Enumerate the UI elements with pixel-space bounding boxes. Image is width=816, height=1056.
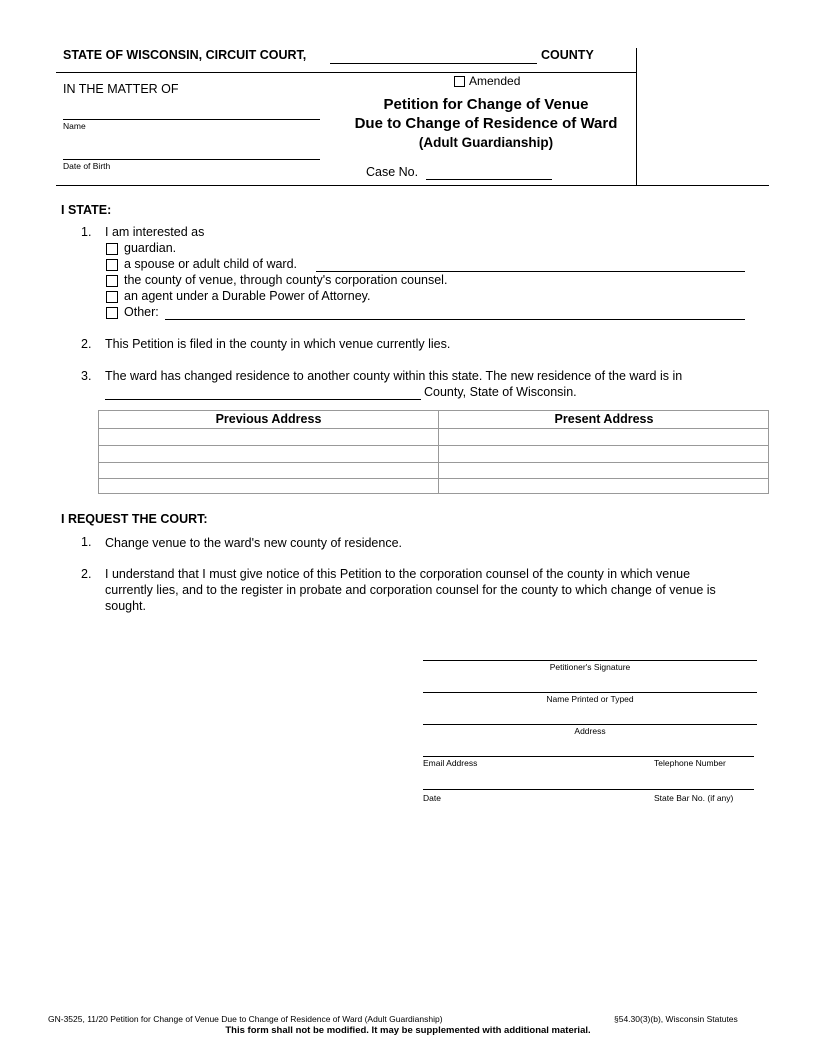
request-item2-line1: I understand that I must give notice of this Petition to the corporation counsel of the county in which venue xyxy=(105,567,691,581)
name-label: Name xyxy=(63,121,86,131)
county-venue-option: the county of venue, through county's corporation counsel. xyxy=(124,273,448,287)
agent-option: an agent under a Durable Power of Attorney. xyxy=(124,289,371,303)
bar-no-label: State Bar No. (if any) xyxy=(654,793,734,803)
name-printed-line[interactable] xyxy=(423,692,757,693)
present-address-header: Present Address xyxy=(554,412,654,426)
spouse-checkbox[interactable] xyxy=(106,259,118,271)
item3-suffix: County, State of Wisconsin. xyxy=(424,385,577,399)
item3-text: The ward has changed residence to another county within this state. The new residence of the ward is in xyxy=(105,369,683,383)
guardian-option: guardian. xyxy=(124,241,177,255)
request-item2-number: 2. xyxy=(81,567,92,581)
item1-text: I am interested as xyxy=(105,225,205,239)
case-no-blank[interactable] xyxy=(426,179,552,180)
spouse-blank[interactable] xyxy=(316,271,745,272)
in-the-matter-of: IN THE MATTER OF xyxy=(63,82,179,96)
email-phone-line[interactable] xyxy=(423,756,754,757)
form-title-line1: Petition for Change of Venue xyxy=(383,96,589,113)
item2-text: This Petition is filed in the county in which venue currently lies. xyxy=(105,337,451,351)
email-label: Email Address xyxy=(423,758,478,768)
footer-form-id: GN-3525, 11/20 Petition for Change of Venue Due to Change of Residence of Ward (Adult Guardianship) xyxy=(48,1014,443,1024)
amended-checkbox[interactable] xyxy=(454,76,465,87)
dob-line[interactable] xyxy=(63,159,320,160)
date-bar-line[interactable] xyxy=(423,789,754,790)
agent-checkbox[interactable] xyxy=(106,291,118,303)
request-item1-text: Change venue to the ward's new county of residence. xyxy=(105,536,403,550)
item3-number: 3. xyxy=(81,369,92,383)
name-printed-label: Name Printed or Typed xyxy=(546,694,634,704)
table-row[interactable] xyxy=(99,445,768,446)
address-table xyxy=(98,410,769,494)
request-item2-line2: currently lies, and to the register in probate and corporation counsel for the county to which change of venue is xyxy=(105,583,716,597)
county-venue-checkbox[interactable] xyxy=(106,275,118,287)
table-row[interactable] xyxy=(99,428,768,429)
header-divider-bottom xyxy=(56,185,769,186)
guardian-checkbox[interactable] xyxy=(106,243,118,255)
request-item2-line3: sought. xyxy=(105,599,147,613)
court-heading: STATE OF WISCONSIN, CIRCUIT COURT, xyxy=(63,48,307,62)
other-option: Other: xyxy=(124,305,159,319)
footer-notice: This form shall not be modified. It may be supplemented with additional material. xyxy=(225,1025,591,1036)
address-label: Address xyxy=(574,726,606,736)
footer-statute: §54.30(3)(b), Wisconsin Statutes xyxy=(614,1014,738,1024)
county-blank[interactable] xyxy=(330,63,537,64)
case-no-label: Case No. xyxy=(366,165,419,179)
request-item1-number: 1. xyxy=(81,535,92,549)
date-label: Date xyxy=(423,793,441,803)
form-title-line2: Due to Change of Residence of Ward xyxy=(354,115,618,132)
spouse-option: a spouse or adult child of ward. xyxy=(124,257,298,271)
other-blank[interactable] xyxy=(165,319,745,320)
table-row[interactable] xyxy=(99,478,768,479)
dob-label: Date of Birth xyxy=(63,161,111,171)
previous-address-header: Previous Address xyxy=(215,412,322,426)
new-county-blank[interactable] xyxy=(105,399,421,400)
name-line[interactable] xyxy=(63,119,320,120)
amended-label: Amended xyxy=(469,74,521,88)
petitioner-signature-line[interactable] xyxy=(423,660,757,661)
county-label: COUNTY xyxy=(541,48,594,62)
other-checkbox[interactable] xyxy=(106,307,118,319)
request-heading: I REQUEST THE COURT: xyxy=(61,512,208,526)
table-row[interactable] xyxy=(99,462,768,463)
telephone-label: Telephone Number xyxy=(654,758,726,768)
i-state-heading: I STATE: xyxy=(61,203,112,217)
item1-number: 1. xyxy=(81,225,92,239)
petitioner-signature-label: Petitioner's Signature xyxy=(549,662,631,672)
table-column-divider xyxy=(438,411,439,493)
address-line[interactable] xyxy=(423,724,757,725)
item2-number: 2. xyxy=(81,337,92,351)
header-divider-top xyxy=(56,72,636,73)
form-title-line3: (Adult Guardianship) xyxy=(418,135,554,150)
